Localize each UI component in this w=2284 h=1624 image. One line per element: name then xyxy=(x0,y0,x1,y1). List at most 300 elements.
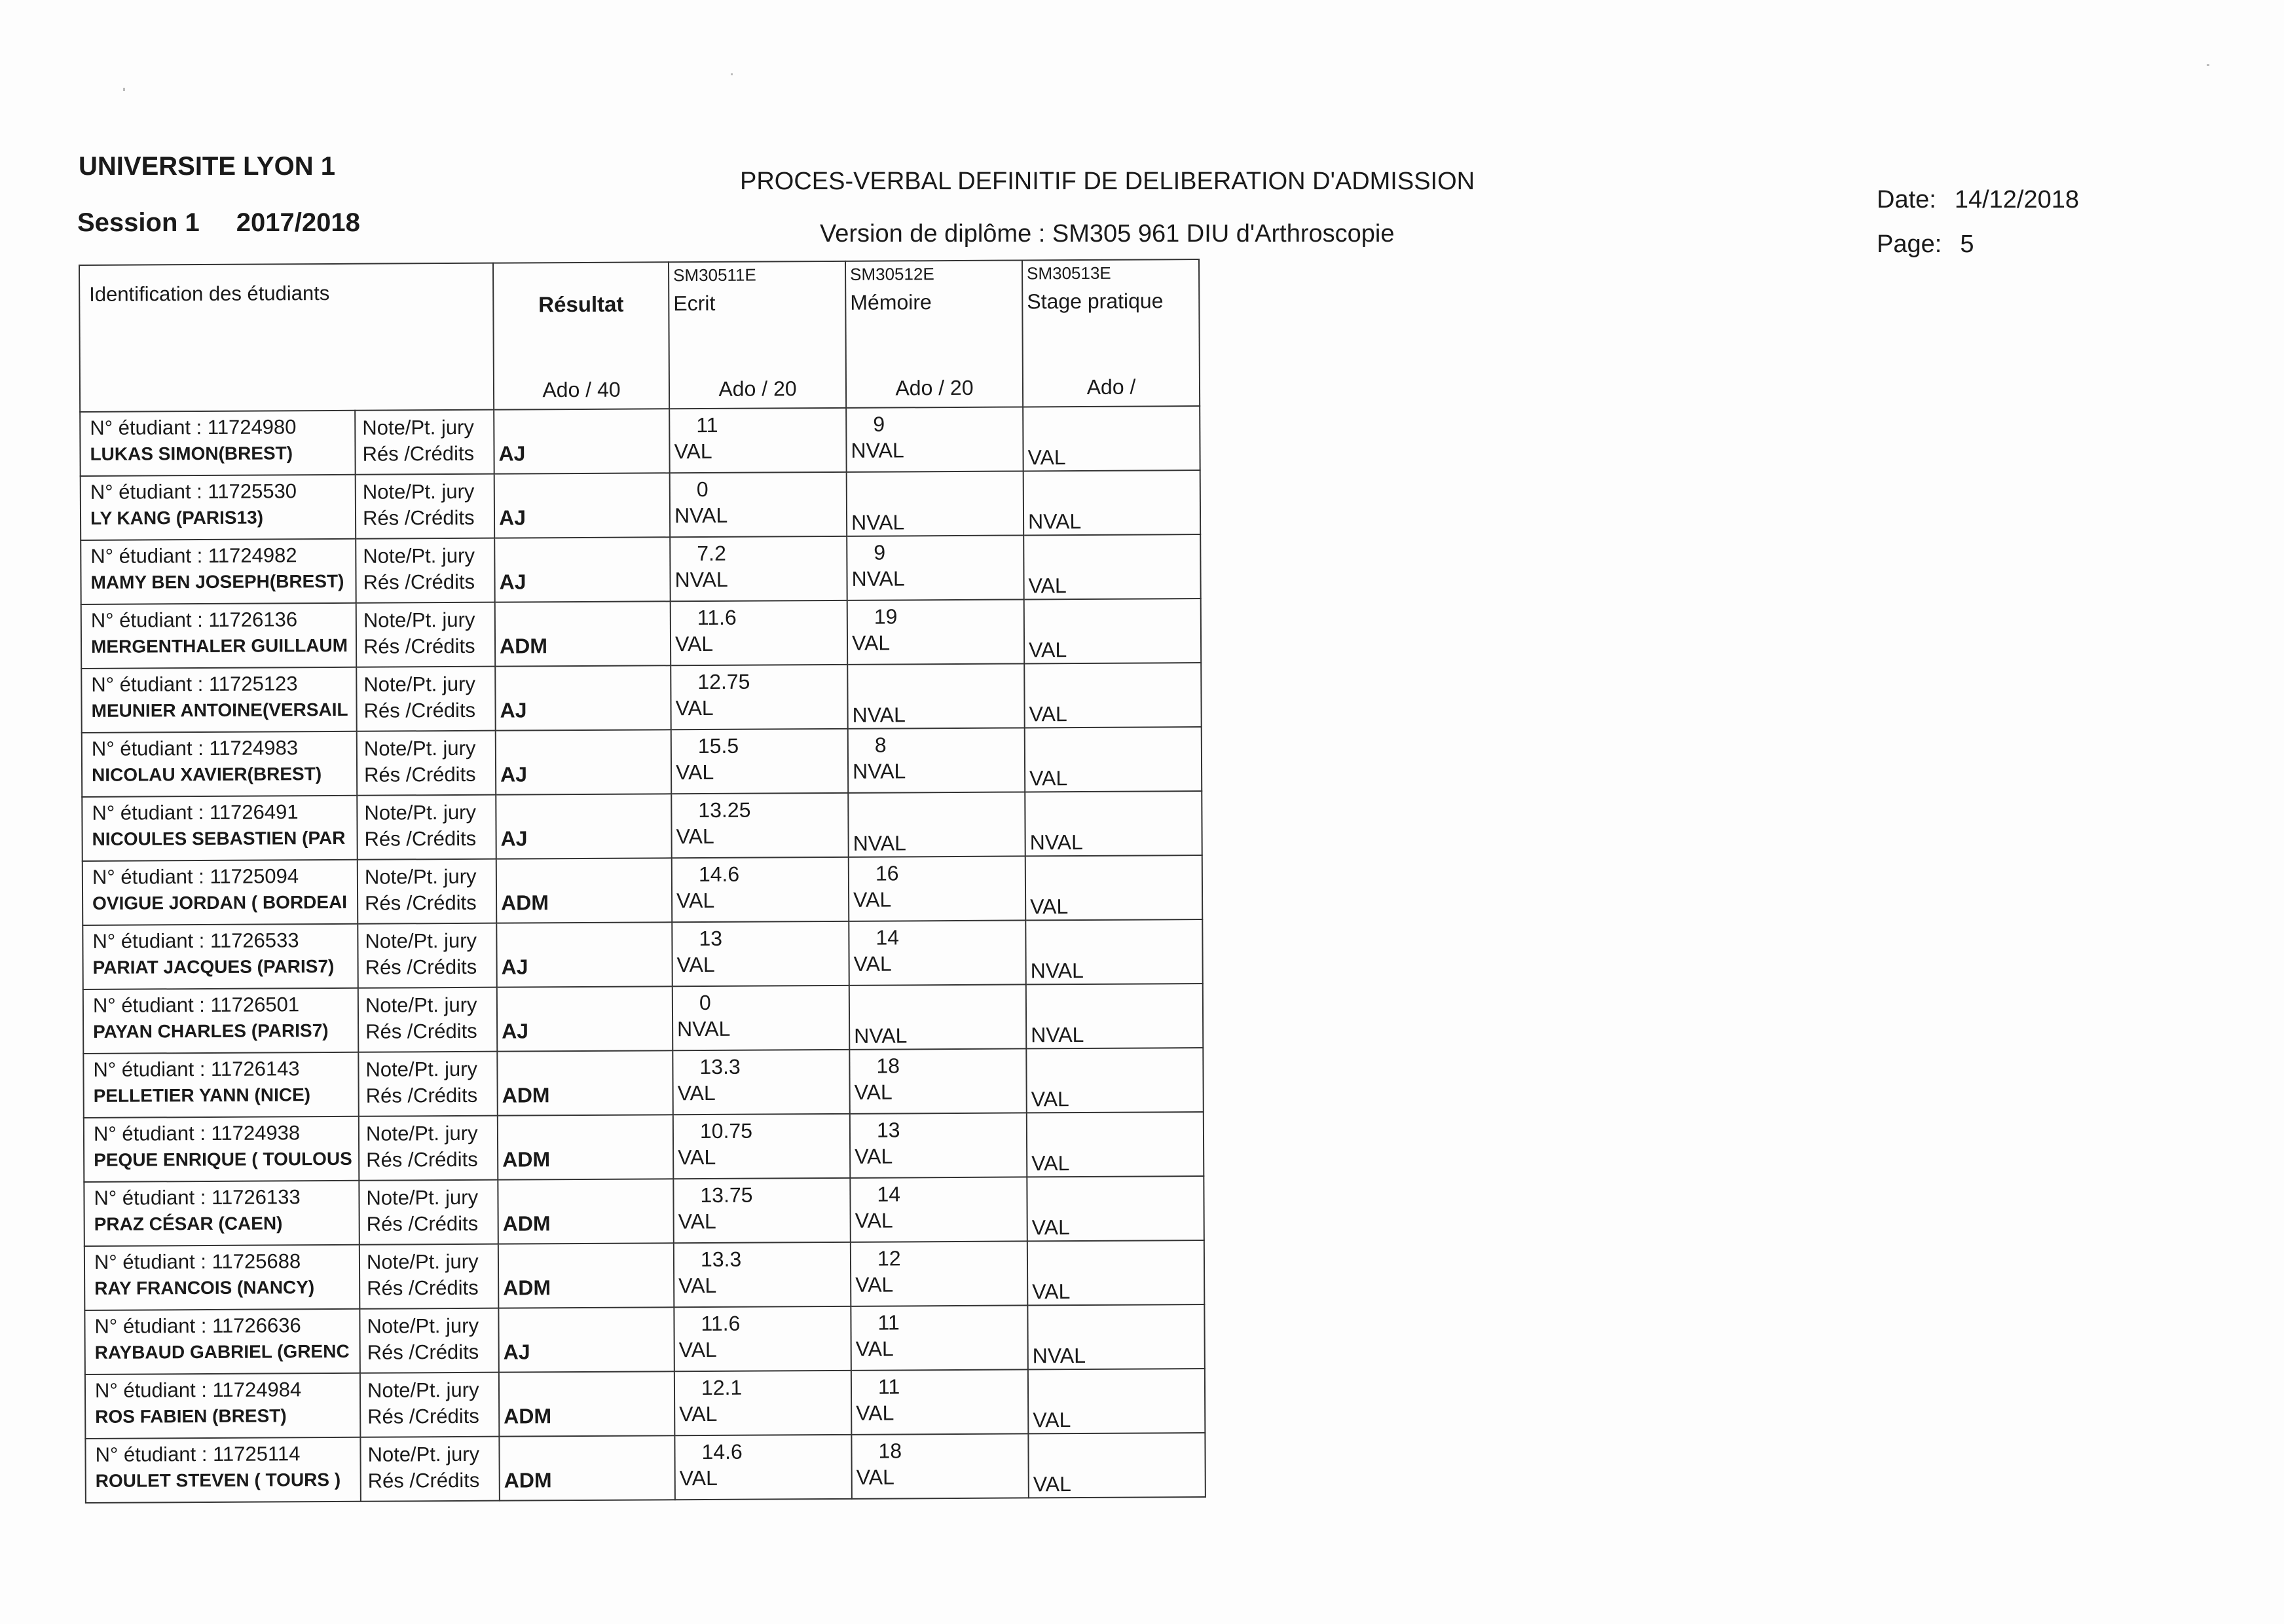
result-label: Rés /Crédits xyxy=(365,1019,477,1043)
module-cell-memoire xyxy=(851,1241,1028,1306)
student-name: RAY FRANCOIS (NANCY) xyxy=(94,1277,315,1299)
module-name: Stage pratique xyxy=(1027,289,1164,314)
overall-result: AJ xyxy=(501,955,528,979)
row-labels-cell xyxy=(358,859,497,924)
module-result: NVAL xyxy=(674,503,728,528)
module-cell-ecrit xyxy=(669,408,847,473)
overall-result: AJ xyxy=(499,570,526,594)
module-cell-stage xyxy=(1027,1176,1204,1241)
grade-label: Note/Pt. jury xyxy=(363,672,476,696)
module-cell-memoire xyxy=(849,856,1026,921)
module-cell-ecrit xyxy=(673,1178,851,1243)
student-name: OVIGUE JORDAN ( BORDEAI xyxy=(92,891,348,913)
module-grade: 14 xyxy=(877,1182,901,1206)
module-cell-stage xyxy=(1028,1433,1206,1498)
result-cell xyxy=(495,665,671,730)
student-id: N° étudiant : 11724984 xyxy=(94,1378,302,1402)
module-grade: 11 xyxy=(877,1310,900,1335)
module-result: VAL xyxy=(1030,895,1069,919)
module-scale: Ado / xyxy=(1086,375,1136,399)
module-result: VAL xyxy=(677,1080,716,1105)
result-label: Rés /Crédits xyxy=(365,955,477,979)
document-date xyxy=(1877,186,2079,214)
module-cell-stage xyxy=(1023,534,1201,599)
module-result: VAL xyxy=(675,760,714,784)
module-result: VAL xyxy=(674,439,712,464)
grade-label: Note/Pt. jury xyxy=(366,1249,479,1274)
table-row xyxy=(81,663,1201,733)
module-cell-stage xyxy=(1025,727,1202,792)
student-name: LUKAS SIMON(BREST) xyxy=(90,443,293,464)
module-result: NVAL xyxy=(1032,1343,1086,1368)
student-cell xyxy=(81,475,356,540)
result-label: Rés /Crédits xyxy=(362,441,475,466)
date-value: 14/12/2018 xyxy=(1954,186,2080,213)
module-result: NVAL xyxy=(677,1016,731,1041)
result-label: Rés /Crédits xyxy=(367,1340,479,1364)
grade-label: Note/Pt. jury xyxy=(365,993,477,1017)
result-label: Rés /Crédits xyxy=(363,634,475,658)
module-cell-stage xyxy=(1028,1369,1206,1433)
module-cell-memoire xyxy=(847,663,1025,728)
result-label: Rés /Crédits xyxy=(366,1147,478,1172)
module-result: VAL xyxy=(1033,1408,1071,1432)
student-rows xyxy=(80,406,1206,1503)
table-row xyxy=(84,1176,1204,1246)
grade-label: Note/Pt. jury xyxy=(367,1314,479,1338)
module-grade: 10.75 xyxy=(699,1118,753,1143)
result-header-cell xyxy=(493,262,669,409)
module-grade: 15.5 xyxy=(697,733,739,758)
overall-result: AJ xyxy=(498,506,526,530)
result-header: Résultat xyxy=(538,291,624,317)
student-id: N° étudiant : 11724983 xyxy=(91,736,299,760)
grade-label: Note/Pt. jury xyxy=(362,415,474,439)
result-cell xyxy=(495,601,671,666)
module-result: NVAL xyxy=(674,567,728,592)
module-result: NVAL xyxy=(854,1024,908,1048)
module-result: VAL xyxy=(1031,1087,1069,1111)
student-id: N° étudiant : 11726136 xyxy=(90,608,298,632)
module-cell-ecrit xyxy=(672,1050,850,1115)
module-result: VAL xyxy=(855,1337,894,1361)
result-label: Rés /Crédits xyxy=(367,1468,480,1492)
module-result: VAL xyxy=(1027,445,1066,470)
module-result: NVAL xyxy=(851,438,904,462)
module-code: SM30511E xyxy=(673,265,756,286)
result-scale: Ado / 40 xyxy=(542,377,621,402)
module-cell-memoire xyxy=(851,1305,1028,1370)
module-grade: 11 xyxy=(696,413,718,437)
student-name: PELLETIER YANN (NICE) xyxy=(93,1084,311,1106)
table-row xyxy=(85,1433,1205,1503)
module-result: VAL xyxy=(679,1401,718,1426)
module-result: VAL xyxy=(1032,1280,1071,1304)
module-result: VAL xyxy=(678,1337,717,1362)
student-name: PARIAT JACQUES (PARIS7) xyxy=(92,955,335,978)
module-grade: 14.6 xyxy=(701,1439,743,1464)
row-labels-cell xyxy=(356,667,496,731)
student-cell xyxy=(84,1116,359,1182)
student-cell xyxy=(82,796,358,861)
grade-label: Note/Pt. jury xyxy=(365,1057,478,1081)
module-cell-stage xyxy=(1027,1112,1204,1177)
module-result: VAL xyxy=(856,1401,894,1425)
module-cell-ecrit xyxy=(671,729,849,794)
module-cell-stage xyxy=(1023,470,1201,535)
table-row xyxy=(81,534,1200,604)
overall-result: ADM xyxy=(503,1276,551,1300)
module-cell-ecrit xyxy=(673,1114,851,1179)
row-labels-cell xyxy=(360,1437,500,1502)
row-labels-cell xyxy=(356,602,496,667)
table-header-row xyxy=(79,259,1200,412)
module-result: NVAL xyxy=(1027,509,1082,534)
row-labels-cell xyxy=(359,1244,499,1309)
page-value: 5 xyxy=(1960,231,1974,258)
overall-result: ADM xyxy=(504,1468,552,1492)
module-header-ecrit xyxy=(669,261,846,409)
overall-result: AJ xyxy=(500,698,527,722)
student-id: N° étudiant : 11726133 xyxy=(94,1185,301,1209)
module-code: SM30513E xyxy=(1027,263,1111,284)
student-cell xyxy=(85,1373,361,1439)
table-row xyxy=(83,984,1203,1054)
module-cell-memoire xyxy=(849,920,1026,985)
module-grade: 13.75 xyxy=(700,1183,753,1208)
overall-result: AJ xyxy=(502,1019,529,1043)
module-cell-stage xyxy=(1026,1048,1204,1113)
module-grade: 18 xyxy=(876,1054,900,1078)
module-result: VAL xyxy=(856,1465,894,1489)
ident-header: Identification des étudiants xyxy=(89,281,330,306)
result-cell xyxy=(497,1050,673,1115)
module-result: VAL xyxy=(855,1144,893,1168)
module-cell-memoire xyxy=(847,471,1024,536)
module-result: VAL xyxy=(1029,766,1068,790)
result-label: Rés /Crédits xyxy=(365,891,477,915)
table-row xyxy=(81,470,1200,540)
overall-result: ADM xyxy=(502,1211,551,1236)
row-labels-cell xyxy=(358,987,498,1052)
module-cell-memoire xyxy=(847,599,1025,664)
overall-result: AJ xyxy=(498,441,526,466)
module-result: VAL xyxy=(678,1273,717,1298)
student-cell xyxy=(83,1052,359,1118)
module-cell-stage xyxy=(1023,406,1200,471)
student-name: PAYAN CHARLES (PARIS7) xyxy=(93,1020,329,1042)
grade-label: Note/Pt. jury xyxy=(365,929,477,953)
module-cell-ecrit xyxy=(671,600,848,665)
module-cell-ecrit xyxy=(674,1306,851,1371)
table-row xyxy=(82,727,1202,797)
module-grade: 0 xyxy=(699,990,711,1015)
module-result: VAL xyxy=(855,1208,893,1232)
student-id: N° étudiant : 11725530 xyxy=(90,479,297,504)
result-cell xyxy=(497,986,673,1051)
module-cell-ecrit xyxy=(674,1371,852,1435)
student-id: N° étudiant : 11725094 xyxy=(92,864,299,889)
student-cell xyxy=(85,1437,361,1503)
overall-result: ADM xyxy=(499,634,548,658)
overall-result: ADM xyxy=(504,1404,552,1428)
table-row xyxy=(85,1369,1205,1439)
module-cell-memoire xyxy=(848,728,1025,792)
overall-result: AJ xyxy=(503,1340,530,1364)
date-label: Date: xyxy=(1877,186,1936,213)
student-name: RAYBAUD GABRIEL (GRENC xyxy=(94,1340,350,1363)
module-grade: 19 xyxy=(874,604,898,629)
page-label: Page: xyxy=(1877,231,1942,258)
result-cell xyxy=(499,1371,675,1436)
module-result: VAL xyxy=(679,1466,718,1490)
row-labels-cell xyxy=(360,1373,500,1437)
module-result: VAL xyxy=(854,1080,893,1104)
grade-label: Note/Pt. jury xyxy=(364,800,477,824)
module-result: VAL xyxy=(676,888,715,913)
university-name: UNIVERSITE LYON 1 xyxy=(79,152,335,181)
module-cell-ecrit xyxy=(674,1435,852,1500)
module-grade: 11.6 xyxy=(701,1311,741,1336)
module-name: Mémoire xyxy=(850,290,932,314)
grade-label: Note/Pt. jury xyxy=(365,1121,478,1145)
module-result: VAL xyxy=(1033,1472,1071,1496)
overall-result: ADM xyxy=(501,891,549,915)
module-grade: 14 xyxy=(875,925,900,950)
row-labels-cell xyxy=(356,474,495,539)
student-name: ROULET STEVEN ( TOURS ) xyxy=(95,1469,341,1491)
result-cell xyxy=(496,729,672,794)
result-cell xyxy=(494,409,670,473)
grade-label: Note/Pt. jury xyxy=(363,608,475,632)
row-labels-cell xyxy=(359,1180,498,1245)
result-label: Rés /Crédits xyxy=(366,1211,479,1236)
result-cell xyxy=(498,1179,674,1244)
page-number xyxy=(1877,231,1974,259)
document-title: PROCES-VERBAL DEFINITIF DE DELIBERATION D'ADMISSION xyxy=(740,168,1475,195)
module-grade: 12.1 xyxy=(701,1375,743,1400)
table-row xyxy=(80,406,1200,476)
module-cell-stage xyxy=(1025,919,1203,984)
session-info xyxy=(77,208,360,238)
student-name: PEQUE ENRIQUE ( TOULOUS xyxy=(94,1148,352,1170)
row-labels-cell xyxy=(357,795,496,860)
result-cell xyxy=(498,1115,674,1179)
module-cell-memoire xyxy=(849,984,1027,1049)
result-cell xyxy=(494,473,671,538)
module-grade: 13.25 xyxy=(698,798,751,822)
module-result: VAL xyxy=(1029,702,1067,726)
result-label: Rés /Crédits xyxy=(364,826,477,851)
module-grade: 8 xyxy=(874,733,887,757)
module-cell-stage xyxy=(1024,599,1202,663)
result-label: Rés /Crédits xyxy=(362,506,475,530)
academic-year: 2017/2018 xyxy=(236,208,360,237)
student-cell xyxy=(83,988,359,1054)
module-cell-ecrit xyxy=(672,921,849,986)
student-name: MERGENTHALER GUILLAUM xyxy=(90,635,348,657)
module-grade: 11 xyxy=(877,1375,900,1399)
row-labels-cell xyxy=(356,538,495,603)
table-row xyxy=(84,1112,1204,1182)
grade-label: Note/Pt. jury xyxy=(363,736,476,760)
module-cell-stage xyxy=(1026,984,1204,1048)
module-result: VAL xyxy=(1031,1215,1070,1240)
module-grade: 13.3 xyxy=(699,1054,741,1079)
module-grade: 9 xyxy=(873,412,885,436)
result-cell xyxy=(494,537,671,602)
module-cell-stage xyxy=(1025,791,1202,856)
student-cell xyxy=(81,667,357,733)
module-cell-memoire xyxy=(848,792,1025,857)
module-result: NVAL xyxy=(851,510,905,534)
module-header-stage xyxy=(1022,259,1200,407)
module-cell-memoire xyxy=(850,1113,1027,1177)
module-result: NVAL xyxy=(852,759,906,783)
module-grade: 18 xyxy=(878,1439,902,1463)
student-name: LY KANG (PARIS13) xyxy=(90,507,264,528)
grade-label: Note/Pt. jury xyxy=(362,479,475,504)
student-cell xyxy=(84,1245,360,1310)
module-result: VAL xyxy=(853,951,892,976)
student-cell xyxy=(81,539,356,604)
result-cell xyxy=(498,1307,674,1372)
result-label: Rés /Crédits xyxy=(367,1276,479,1300)
module-header-memoire xyxy=(845,260,1023,407)
row-labels-cell xyxy=(358,923,497,988)
module-cell-ecrit xyxy=(671,793,849,858)
row-labels-cell xyxy=(357,731,496,796)
overall-result: ADM xyxy=(502,1147,551,1172)
grade-label: Note/Pt. jury xyxy=(367,1442,480,1466)
session-label: Session 1 xyxy=(77,208,200,237)
module-cell-memoire xyxy=(846,407,1023,471)
student-cell xyxy=(82,731,358,797)
student-id: N° étudiant : 11726143 xyxy=(93,1057,300,1081)
module-cell-ecrit xyxy=(674,1242,851,1307)
module-result: VAL xyxy=(1031,1151,1070,1175)
table-row xyxy=(83,855,1202,925)
module-scale: Ado / 20 xyxy=(895,375,974,400)
module-grade: 0 xyxy=(696,477,709,502)
module-cell-ecrit xyxy=(672,986,850,1050)
student-name: ROS FABIEN (BREST) xyxy=(95,1405,287,1427)
module-cell-stage xyxy=(1024,663,1202,728)
module-cell-stage xyxy=(1027,1304,1205,1369)
grade-label: Note/Pt. jury xyxy=(364,864,477,889)
module-result: NVAL xyxy=(852,703,906,727)
result-cell xyxy=(496,922,672,987)
module-scale: Ado / 20 xyxy=(718,377,797,401)
module-cell-stage xyxy=(1025,855,1203,920)
student-id: N° étudiant : 11724938 xyxy=(93,1121,301,1145)
module-result: NVAL xyxy=(853,831,906,855)
module-cell-memoire xyxy=(850,1177,1027,1242)
student-cell xyxy=(81,603,357,669)
module-cell-ecrit xyxy=(672,857,849,922)
module-cell-ecrit xyxy=(670,536,847,601)
module-result: VAL xyxy=(675,695,714,720)
module-grade: 12.75 xyxy=(697,669,750,694)
student-cell xyxy=(83,860,358,925)
module-result: VAL xyxy=(676,952,715,977)
grade-label: Note/Pt. jury xyxy=(367,1378,479,1402)
module-result: VAL xyxy=(853,887,892,912)
result-label: Rés /Crédits xyxy=(363,762,476,786)
overall-result: ADM xyxy=(502,1083,550,1107)
module-result: VAL xyxy=(1028,574,1067,598)
scan-speck xyxy=(731,73,733,75)
module-cell-memoire xyxy=(847,535,1024,600)
module-result: NVAL xyxy=(1029,830,1083,855)
module-code: SM30512E xyxy=(850,264,934,284)
grade-label: Note/Pt. jury xyxy=(363,544,475,568)
row-labels-cell xyxy=(358,1052,498,1116)
table-row xyxy=(81,599,1201,669)
student-id: N° étudiant : 11726501 xyxy=(92,993,300,1017)
module-grade: 12 xyxy=(877,1246,901,1270)
table-row xyxy=(83,1048,1203,1118)
student-name: MAMY BEN JOSEPH(BREST) xyxy=(90,570,344,593)
result-label: Rés /Crédits xyxy=(363,698,476,722)
module-name: Ecrit xyxy=(673,291,716,316)
row-labels-cell xyxy=(355,410,494,475)
module-cell-ecrit xyxy=(671,665,848,729)
module-cell-memoire xyxy=(851,1433,1029,1498)
student-cell xyxy=(84,1309,360,1375)
grade-label: Note/Pt. jury xyxy=(366,1185,479,1209)
scan-speck xyxy=(123,88,125,91)
module-result: VAL xyxy=(855,1272,894,1297)
table-row xyxy=(83,919,1202,989)
student-name: NICOLAU XAVIER(BREST) xyxy=(92,764,322,785)
student-id: N° étudiant : 11725123 xyxy=(91,672,298,696)
module-cell-stage xyxy=(1027,1240,1205,1305)
student-cell xyxy=(84,1181,359,1246)
module-grade: 11.6 xyxy=(697,605,737,630)
student-id: N° étudiant : 11724980 xyxy=(90,415,297,439)
student-id: N° étudiant : 11725114 xyxy=(95,1442,301,1466)
module-result: NVAL xyxy=(851,566,905,591)
module-result: VAL xyxy=(678,1145,716,1170)
student-id: N° étudiant : 11725688 xyxy=(94,1249,301,1274)
ident-header-cell xyxy=(79,263,494,412)
student-name: NICOULES SEBASTIEN (PAR xyxy=(92,827,346,849)
student-id: N° étudiant : 11726636 xyxy=(94,1314,301,1338)
result-cell xyxy=(496,858,672,923)
module-result: NVAL xyxy=(1030,958,1084,983)
student-cell xyxy=(80,411,356,476)
table-row xyxy=(84,1240,1204,1310)
scan-speck xyxy=(2207,64,2209,66)
student-name: MEUNIER ANTOINE(VERSAIL xyxy=(91,699,348,721)
module-grade: 16 xyxy=(875,861,899,885)
row-labels-cell xyxy=(359,1308,499,1373)
table-row xyxy=(82,791,1202,861)
result-label: Rés /Crédits xyxy=(365,1083,478,1107)
module-result: VAL xyxy=(676,824,714,849)
deliberation-table xyxy=(79,259,1206,1504)
module-grade: 13.3 xyxy=(700,1247,742,1272)
module-grade: 13 xyxy=(699,926,723,951)
module-result: NVAL xyxy=(1031,1022,1084,1047)
student-id: N° étudiant : 11724982 xyxy=(90,544,297,568)
result-cell xyxy=(496,794,672,858)
row-labels-cell xyxy=(359,1116,498,1181)
student-id: N° étudiant : 11726533 xyxy=(92,929,299,953)
module-cell-ecrit xyxy=(670,472,847,537)
diploma-version: Version de diplôme : SM305 961 DIU d'Arthroscopie xyxy=(820,220,1395,248)
